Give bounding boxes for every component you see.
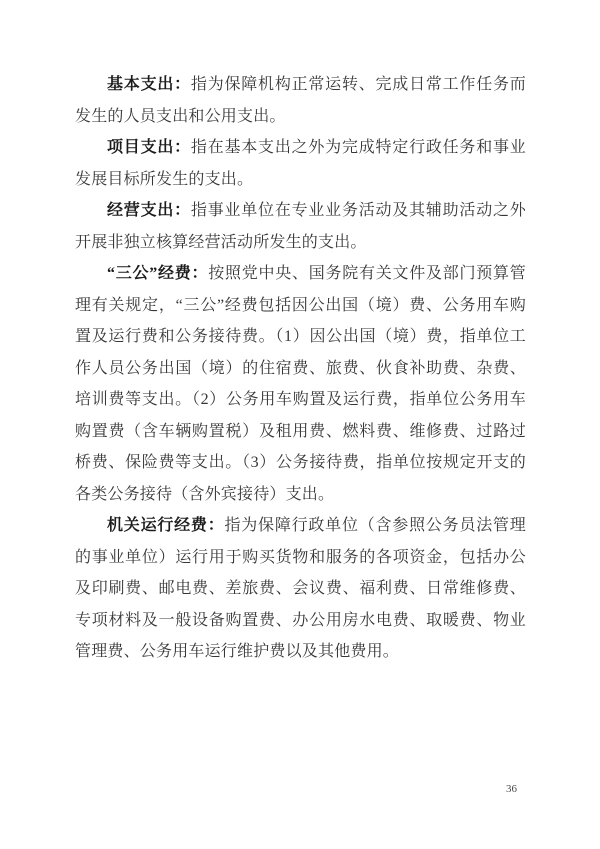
term-operating-expenditure: 经营支出： — [107, 202, 191, 219]
term-basic-expenditure: 基本支出： — [107, 76, 191, 93]
definition-operating-expenditure: 指事业单位在专业业务活动及其辅助活动之外开展非独立核算经营活动所发生的支出。 — [75, 202, 526, 251]
page-number: 36 — [506, 783, 517, 795]
paragraph-three-public-funds — [75, 258, 526, 510]
paragraph-agency-operating-funds — [75, 510, 526, 668]
term-three-public-funds: “三公”经费： — [107, 265, 209, 282]
term-project-expenditure: 项目支出： — [107, 139, 191, 156]
definition-basic-expenditure: 指为保障机构正常运转、完成日常工作任务而发生的人员支出和公用支出。 — [75, 76, 526, 125]
paragraph-operating-expenditure — [75, 195, 526, 258]
definition-project-expenditure: 指在基本支出之外为完成特定行政任务和事业发展目标所发生的支出。 — [75, 139, 526, 188]
paragraph-basic-expenditure — [75, 69, 526, 132]
definition-three-public-funds: 按照党中央、国务院有关文件及部门预算管理有关规定，“三公”经费包括因公出国（境）费、公务用车购置及运行费和公务接待费。（1）因公出国（境）费，指单位工作人员公务出国（境）的住宿费、旅费、伙食补助费、杂费、培训费等支出。（2）公务用车购置及运行费，指单位公务用车购置费（含车辆购置税）及租用费、燃料费、维修费、过路过桥费、保险费等支出。（3）公务接待费，指单位按规定开支的各类公务接待（含外宾接待）支出。 — [75, 265, 526, 503]
definition-agency-operating-funds: 指为保障行政单位（含参照公务员法管理的事业单位）运行用于购买货物和服务的各项资金，包括办公及印刷费、邮电费、差旅费、会议费、福利费、日常维修费、专项材料及一般设备购置费、办公用房水电费、取暖费、物业管理费、公务用车运行维护费以及其他费用。 — [75, 517, 526, 660]
document-body — [75, 69, 526, 668]
paragraph-project-expenditure — [75, 132, 526, 195]
term-agency-operating-funds: 机关运行经费： — [107, 517, 225, 534]
